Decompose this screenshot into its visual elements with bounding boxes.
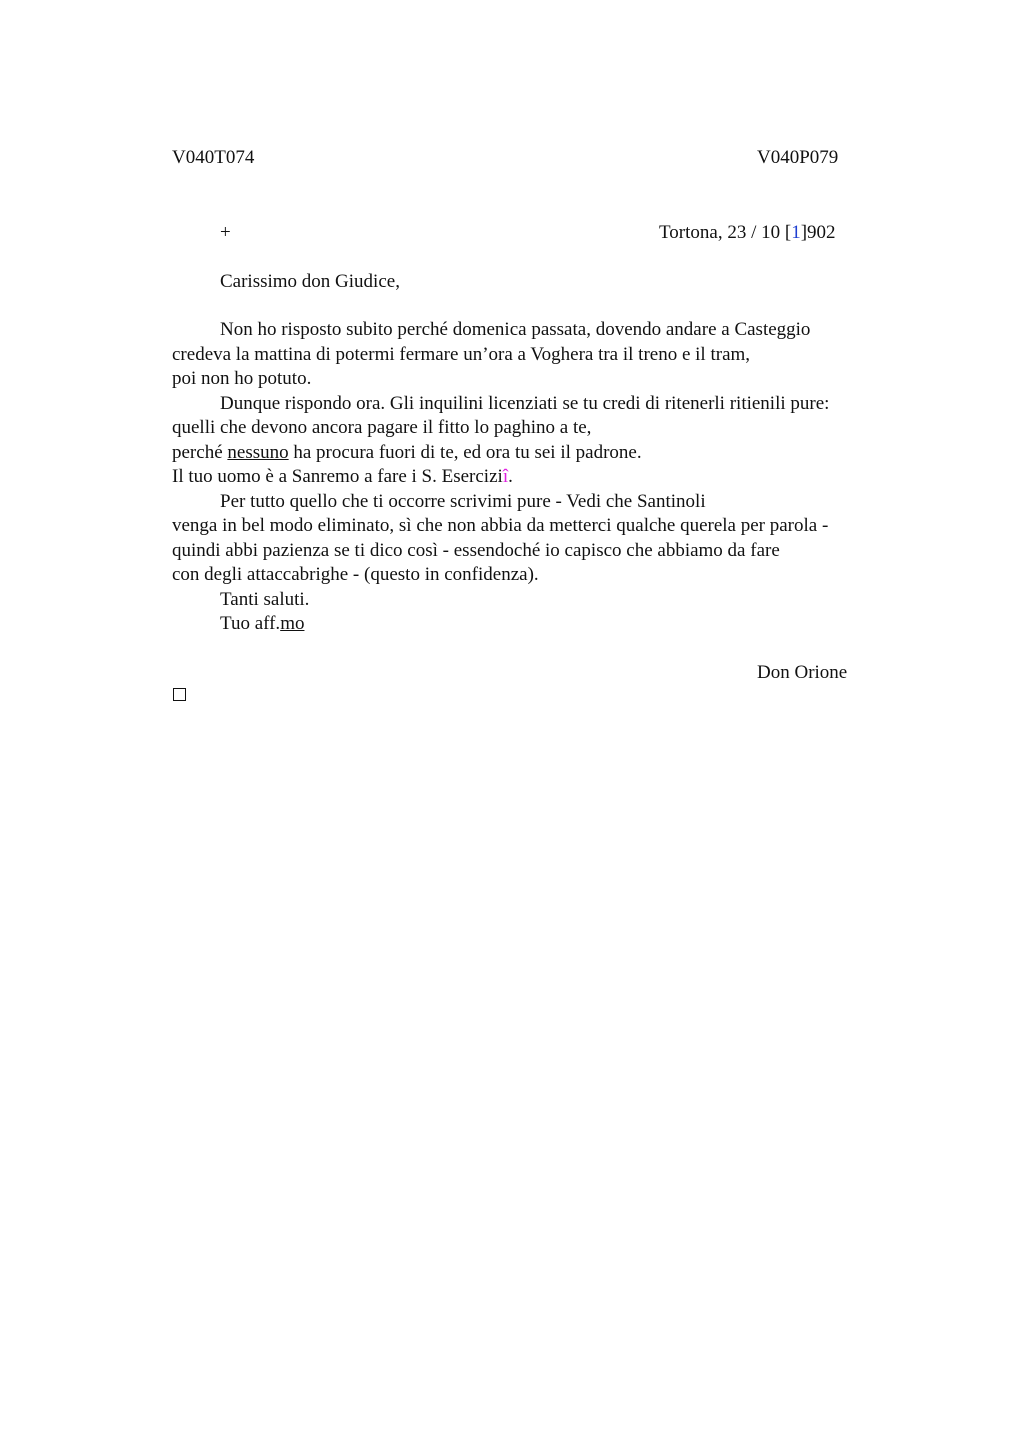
date-bracket-digit: 1 [791,222,801,243]
body-line: credeva la mattina di potermi fermare un’ora a Voghera tra il treno e il tram, [172,343,751,365]
body-text-segment: ha procura fuori di te, ed ora tu sei il padrone. [288,441,642,463]
body-line: venga in bel modo eliminato, sì che non abbia da metterci qualche querela per parola - [172,515,829,536]
body-line: con degli attaccabrighe - (questo in confidenza). [172,564,539,585]
closing-greeting: Tanti saluti. [220,588,310,610]
underlined-word: nessuno [227,441,289,463]
body-line: quelli che devono ancora pagare il fitto lo paghino a te, [172,417,592,438]
signature: Don Orione [757,662,848,683]
cross-symbol: + [220,222,231,243]
body-text-segment: . [508,466,513,487]
document-code-right: V040P079 [757,147,839,168]
salutation: Carissimo don Giudice, [220,271,400,292]
body-line: Non ho risposto subito perché domenica passata, dovendo andare a Casteggio [220,319,811,340]
accented-letter: î [502,466,509,487]
body-text-segment: perché [172,441,228,463]
body-line [172,465,902,490]
body-line: Dunque rispondo ora. Gli inquilini licenziati se tu credi di ritenerli ritienili pure: [220,392,830,414]
body-line: poi non ho potuto. [172,368,312,389]
underlined-word: mo [280,613,305,634]
body-line: quindi abbi pazienza se ti dico così - essendoché io capisco che abbiamo da fare [172,539,780,561]
body-line: Per tutto quello che ti occorre scrivimi pure - Vedi che Santinoli [220,490,706,512]
end-square-icon [173,688,186,701]
body-line [172,441,902,466]
letter-date [659,221,836,245]
document-code-left: V040T074 [172,147,255,168]
body-text-segment: Il tuo uomo è a Sanremo a fare i S. Esercizi [172,466,503,487]
date-suffix: ]902 [800,222,836,243]
closing-line [172,612,902,637]
letter-body [172,318,902,637]
date-prefix: Tortona, 23 / 10 [ [659,222,792,243]
body-text-segment: Tuo aff. [220,613,281,634]
